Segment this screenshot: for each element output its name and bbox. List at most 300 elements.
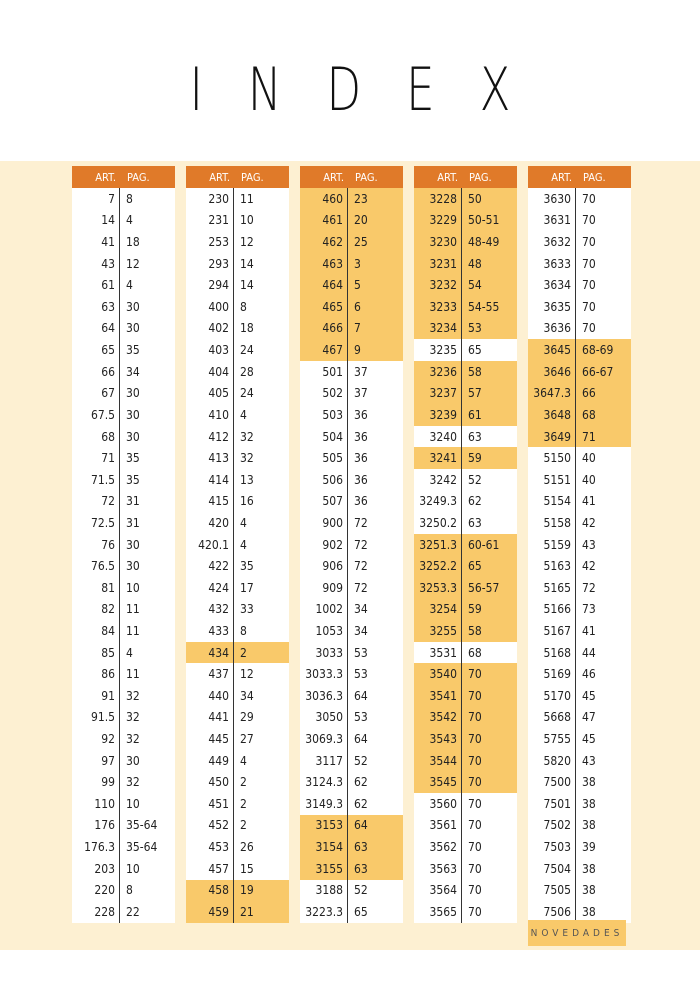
art-number: 3223.3	[300, 901, 348, 923]
index-row	[300, 339, 403, 361]
page-number: 35	[240, 559, 254, 574]
page-number: 35-64	[126, 818, 158, 833]
page-number: 7	[354, 321, 361, 336]
page-number: 41	[582, 494, 596, 509]
page-number: 38	[582, 904, 596, 919]
art-number: 5169	[528, 663, 576, 685]
art-number: 502	[300, 382, 348, 404]
art-number: 3648	[528, 404, 576, 426]
art-number: 900	[300, 512, 348, 534]
index-row	[528, 382, 631, 404]
art-number: 7500	[528, 771, 576, 793]
page-number: 70	[468, 710, 482, 725]
page-number: 70	[468, 775, 482, 790]
index-row	[186, 318, 289, 340]
index-rows	[186, 188, 289, 923]
art-number: 3237	[414, 382, 462, 404]
index-row	[414, 318, 517, 340]
page-number: 24	[240, 386, 254, 401]
page-number: 32	[240, 451, 254, 466]
page-number: 45	[582, 688, 596, 703]
page-number: 54	[468, 278, 482, 293]
index-row	[300, 642, 403, 664]
index-row	[528, 253, 631, 275]
art-number: 294	[186, 274, 234, 296]
index-row	[72, 296, 175, 318]
art-number: 86	[72, 663, 120, 685]
index-row	[528, 534, 631, 556]
page-number: 71	[582, 429, 596, 444]
page-number: 30	[126, 429, 140, 444]
page-number: 22	[126, 904, 140, 919]
page-number: 4	[240, 407, 247, 422]
index-row	[528, 880, 631, 902]
art-number: 3633	[528, 253, 576, 275]
art-number: 110	[72, 793, 120, 815]
index-row	[186, 642, 289, 664]
page-number: 31	[126, 515, 140, 530]
page-number: 59	[468, 451, 482, 466]
index-row	[528, 771, 631, 793]
page-number: 11	[126, 667, 140, 682]
index-row	[186, 555, 289, 577]
page-number: 48	[468, 256, 482, 271]
art-number: 3240	[414, 426, 462, 448]
index-row	[300, 361, 403, 383]
index-row	[186, 382, 289, 404]
art-number: 5820	[528, 750, 576, 772]
page-number: 25	[354, 235, 368, 250]
art-number: 5154	[528, 491, 576, 513]
page-number: 30	[126, 537, 140, 552]
art-number: 3564	[414, 880, 462, 902]
index-row	[72, 318, 175, 340]
art-number: 7502	[528, 815, 576, 837]
index-row	[72, 750, 175, 772]
art-number: 66	[72, 361, 120, 383]
index-rows	[72, 188, 175, 923]
index-row	[72, 534, 175, 556]
art-number: 76	[72, 534, 120, 556]
art-number: 5668	[528, 707, 576, 729]
art-number: 3242	[414, 469, 462, 491]
index-row	[72, 707, 175, 729]
index-row	[528, 577, 631, 599]
index-row	[528, 663, 631, 685]
art-number: 410	[186, 404, 234, 426]
page-number: 27	[240, 732, 254, 747]
page-number: 36	[354, 472, 368, 487]
art-number: 3647.3	[528, 382, 576, 404]
art-number: 71	[72, 447, 120, 469]
index-row	[414, 858, 517, 880]
art-number: 253	[186, 231, 234, 253]
index-row	[528, 361, 631, 383]
index-row	[72, 404, 175, 426]
art-number: 7504	[528, 858, 576, 880]
art-number: 41	[72, 231, 120, 253]
page-number: 70	[468, 883, 482, 898]
page-number: 38	[582, 883, 596, 898]
art-number: 445	[186, 728, 234, 750]
art-number: 3254	[414, 599, 462, 621]
art-number: 3239	[414, 404, 462, 426]
index-row	[528, 707, 631, 729]
art-number: 415	[186, 491, 234, 513]
index-row	[72, 274, 175, 296]
index-row	[72, 339, 175, 361]
index-row	[186, 793, 289, 815]
page-number: 43	[582, 753, 596, 768]
art-number: 459	[186, 901, 234, 923]
page-number: 26	[240, 840, 254, 855]
art-number: 5158	[528, 512, 576, 534]
index-row	[300, 534, 403, 556]
index-row	[300, 382, 403, 404]
index-column-4	[414, 166, 517, 923]
index-row	[528, 750, 631, 772]
art-number: 3543	[414, 728, 462, 750]
art-number: 81	[72, 577, 120, 599]
index-row	[300, 318, 403, 340]
page-number: 63	[468, 429, 482, 444]
index-row	[300, 880, 403, 902]
page-number: 53	[468, 321, 482, 336]
art-number: 84	[72, 620, 120, 642]
page-number: 4	[126, 213, 133, 228]
index-row	[72, 577, 175, 599]
pag-header: PAG.	[241, 170, 264, 184]
index-row	[414, 231, 517, 253]
page-number: 19	[240, 883, 254, 898]
page-number: 53	[354, 645, 368, 660]
art-number: 5166	[528, 599, 576, 621]
index-row	[414, 685, 517, 707]
page-number: 70	[468, 732, 482, 747]
page-number: 38	[582, 775, 596, 790]
page-number: 10	[240, 213, 254, 228]
page-number: 70	[468, 840, 482, 855]
index-row	[186, 361, 289, 383]
page-number: 28	[240, 364, 254, 379]
art-number: 3531	[414, 642, 462, 664]
column-header	[72, 166, 175, 188]
page-number: 14	[240, 278, 254, 293]
art-header: ART.	[551, 170, 572, 184]
page-number: 70	[468, 818, 482, 833]
index-row	[528, 447, 631, 469]
index-row	[72, 361, 175, 383]
page-number: 18	[126, 235, 140, 250]
page-number: 2	[240, 775, 247, 790]
page-number: 8	[240, 299, 247, 314]
index-row	[528, 296, 631, 318]
index-row	[72, 426, 175, 448]
index-row	[414, 901, 517, 923]
index-row	[186, 512, 289, 534]
art-number: 91	[72, 685, 120, 707]
index-row	[72, 512, 175, 534]
page-number: 36	[354, 407, 368, 422]
art-number: 203	[72, 858, 120, 880]
index-row	[414, 512, 517, 534]
index-row	[528, 728, 631, 750]
page-number: 30	[126, 386, 140, 401]
art-number: 230	[186, 188, 234, 210]
art-number: 3232	[414, 274, 462, 296]
page-number: 72	[582, 580, 596, 595]
art-number: 5168	[528, 642, 576, 664]
index-row	[72, 663, 175, 685]
index-row	[414, 620, 517, 642]
index-row	[300, 253, 403, 275]
art-number: 7506	[528, 901, 576, 923]
page-number: 66-67	[582, 364, 614, 379]
art-number: 220	[72, 880, 120, 902]
page-number: 4	[126, 278, 133, 293]
art-number: 909	[300, 577, 348, 599]
index-row	[414, 663, 517, 685]
index-column-5	[528, 166, 631, 923]
index-row	[186, 620, 289, 642]
page-number: 35	[126, 343, 140, 358]
page-number: 40	[582, 472, 596, 487]
page-number: 70	[468, 667, 482, 682]
index-row	[186, 858, 289, 880]
index-row	[72, 599, 175, 621]
art-number: 414	[186, 469, 234, 491]
index-row	[72, 253, 175, 275]
page-number: 37	[354, 386, 368, 401]
art-number: 76.5	[72, 555, 120, 577]
art-number: 432	[186, 599, 234, 621]
index-row	[72, 620, 175, 642]
art-number: 3632	[528, 231, 576, 253]
art-number: 3033	[300, 642, 348, 664]
art-number: 3560	[414, 793, 462, 815]
art-number: 3253.3	[414, 577, 462, 599]
art-number: 176.3	[72, 836, 120, 858]
art-number: 424	[186, 577, 234, 599]
art-header: ART.	[209, 170, 230, 184]
index-row	[300, 274, 403, 296]
art-number: 3234	[414, 318, 462, 340]
art-number: 99	[72, 771, 120, 793]
index-row	[186, 188, 289, 210]
novedades-legend: NOVEDADES	[528, 920, 626, 946]
page-number: 36	[354, 451, 368, 466]
index-row	[300, 793, 403, 815]
page-number: 5	[354, 278, 361, 293]
index-row	[414, 447, 517, 469]
index-row	[528, 404, 631, 426]
page-number: 63	[354, 861, 368, 876]
index-row	[528, 491, 631, 513]
page-number: 54-55	[468, 299, 500, 314]
art-number: 7503	[528, 836, 576, 858]
page-number: 52	[354, 883, 368, 898]
page-number: 70	[468, 796, 482, 811]
page-number: 4	[240, 515, 247, 530]
index-row	[186, 750, 289, 772]
page-number: 38	[582, 818, 596, 833]
page-number: 68-69	[582, 343, 614, 358]
art-number: 902	[300, 534, 348, 556]
page-number: 38	[582, 861, 596, 876]
art-number: 3231	[414, 253, 462, 275]
page-number: 11	[240, 191, 254, 206]
page-number: 2	[240, 796, 247, 811]
page-number: 58	[468, 364, 482, 379]
page-number: 30	[126, 407, 140, 422]
art-number: 3631	[528, 210, 576, 232]
art-number: 72	[72, 491, 120, 513]
art-number: 467	[300, 339, 348, 361]
page-number: 32	[126, 710, 140, 725]
page-number: 70	[468, 753, 482, 768]
index-row	[300, 728, 403, 750]
art-number: 400	[186, 296, 234, 318]
page-number: 35	[126, 472, 140, 487]
art-number: 507	[300, 491, 348, 513]
art-number: 452	[186, 815, 234, 837]
art-header: ART.	[95, 170, 116, 184]
index-row	[186, 534, 289, 556]
index-row	[72, 685, 175, 707]
page-number: 32	[240, 429, 254, 444]
art-number: 228	[72, 901, 120, 923]
art-number: 3154	[300, 836, 348, 858]
art-number: 458	[186, 880, 234, 902]
index-row	[528, 815, 631, 837]
index-row	[528, 685, 631, 707]
page-number: 4	[126, 645, 133, 660]
art-number: 71.5	[72, 469, 120, 491]
page-number: 40	[582, 451, 596, 466]
index-row	[414, 555, 517, 577]
art-number: 3646	[528, 361, 576, 383]
index-row	[528, 836, 631, 858]
index-row	[186, 253, 289, 275]
page-number: 31	[126, 494, 140, 509]
art-number: 3649	[528, 426, 576, 448]
index-row	[186, 447, 289, 469]
art-number: 3235	[414, 339, 462, 361]
page-number: 62	[354, 796, 368, 811]
index-row	[72, 728, 175, 750]
page-number: 70	[582, 235, 596, 250]
art-number: 72.5	[72, 512, 120, 534]
page-number: 65	[354, 904, 368, 919]
page-number: 42	[582, 515, 596, 530]
art-number: 7501	[528, 793, 576, 815]
art-number: 1053	[300, 620, 348, 642]
index-row	[186, 728, 289, 750]
art-number: 3561	[414, 815, 462, 837]
index-row	[186, 880, 289, 902]
art-number: 503	[300, 404, 348, 426]
page-number: 70	[582, 256, 596, 271]
page-number: 18	[240, 321, 254, 336]
page-number: 3	[354, 256, 361, 271]
art-number: 3149.3	[300, 793, 348, 815]
art-number: 176	[72, 815, 120, 837]
index-row	[72, 642, 175, 664]
page-number: 48-49	[468, 235, 500, 250]
art-number: 3236	[414, 361, 462, 383]
page-title: INDEX	[189, 55, 556, 125]
page-number: 68	[468, 645, 482, 660]
index-row	[528, 599, 631, 621]
art-number: 3540	[414, 663, 462, 685]
index-row	[72, 447, 175, 469]
art-number: 65	[72, 339, 120, 361]
page-number: 34	[126, 364, 140, 379]
page-number: 15	[240, 861, 254, 876]
page-number: 11	[126, 602, 140, 617]
page-number: 70	[582, 278, 596, 293]
art-number: 3188	[300, 880, 348, 902]
art-number: 68	[72, 426, 120, 448]
index-row	[300, 858, 403, 880]
art-number: 3252.2	[414, 555, 462, 577]
art-number: 405	[186, 382, 234, 404]
art-number: 63	[72, 296, 120, 318]
art-number: 3050	[300, 707, 348, 729]
index-row	[414, 815, 517, 837]
page-number: 30	[126, 559, 140, 574]
index-row	[414, 469, 517, 491]
index-row	[414, 793, 517, 815]
page-number: 59	[468, 602, 482, 617]
index-row	[300, 469, 403, 491]
index-row	[414, 642, 517, 664]
art-number: 5755	[528, 728, 576, 750]
art-number: 463	[300, 253, 348, 275]
page-number: 10	[126, 861, 140, 876]
page-number: 57	[468, 386, 482, 401]
index-row	[414, 707, 517, 729]
art-number: 43	[72, 253, 120, 275]
page-number: 11	[126, 623, 140, 638]
page-number: 30	[126, 753, 140, 768]
page-number: 35-64	[126, 840, 158, 855]
index-row	[300, 296, 403, 318]
index-row	[72, 880, 175, 902]
page-number: 50	[468, 191, 482, 206]
art-number: 403	[186, 339, 234, 361]
art-number: 3229	[414, 210, 462, 232]
index-row	[414, 296, 517, 318]
art-number: 3228	[414, 188, 462, 210]
index-row	[72, 901, 175, 923]
page-number: 70	[468, 688, 482, 703]
index-row	[414, 880, 517, 902]
index-row	[72, 793, 175, 815]
page-number: 70	[582, 191, 596, 206]
index-rows	[300, 188, 403, 923]
page-number: 32	[126, 775, 140, 790]
index-row	[186, 901, 289, 923]
art-number: 906	[300, 555, 348, 577]
page-number: 12	[240, 235, 254, 250]
index-row	[72, 858, 175, 880]
page-number: 52	[354, 753, 368, 768]
index-row	[528, 793, 631, 815]
page-number: 14	[240, 256, 254, 271]
page-number: 72	[354, 580, 368, 595]
index-row	[414, 361, 517, 383]
